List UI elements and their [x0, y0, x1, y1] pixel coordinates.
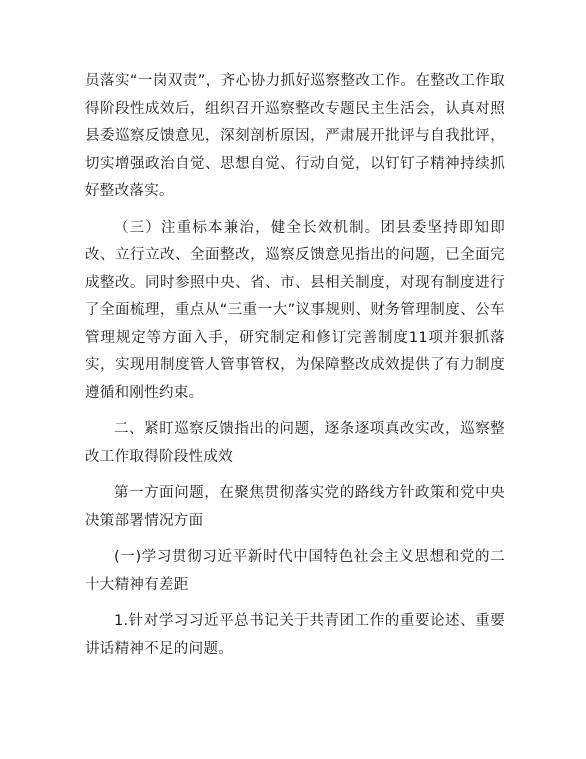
- document-body: [85, 68, 505, 663]
- heading-issue-area-one: 第一方面问题，在聚焦贯彻落实党的路线方针政策和党中央决策部署情况方面: [85, 485, 505, 529]
- paragraph-item-one: 1.针对学习习近平总书记关于共青团工作的重要论述、重要讲话精神不足的问题。: [85, 613, 505, 657]
- heading-subsection-one: (一)学习贯彻习近平新时代中国特色社会主义思想和党的二十大精神有差距: [85, 549, 505, 593]
- paragraph-continuation: 员落实“一岗双责”，齐心协力抓好巡察整改工作。在整改工作取得阶段性成效后，组织召开巡察整改专题民主生活会，认真对照县委巡察反馈意见，深刻剖析原因，严肃展开批评与自我批评，切实增强政治自觉、思想自觉、行动自觉，以钉钉子精神持续抓好整改落实。: [85, 73, 505, 199]
- paragraph-section-three: （三）注重标本兼治，健全长效机制。团县委坚持即知即改、立行立改、全面整改，巡察反馈意见指出的问题，已全面完成整改。同时参照中央、省、市、县相关制度，对现有制度进行了全面梳理，重点从“三重一大”议事规则、财务管理制度、公车管理规定等方面入手，研究制定和修订完善制度11项并狠抓落实，实现用制度管人管事管权，为保障整改成效提供了有力制度遵循和刚性约束。: [85, 219, 505, 401]
- heading-section-two: 二、紧盯巡察反馈指出的问题，逐条逐项真改实改，巡察整改工作取得阶段性成效: [85, 421, 505, 465]
